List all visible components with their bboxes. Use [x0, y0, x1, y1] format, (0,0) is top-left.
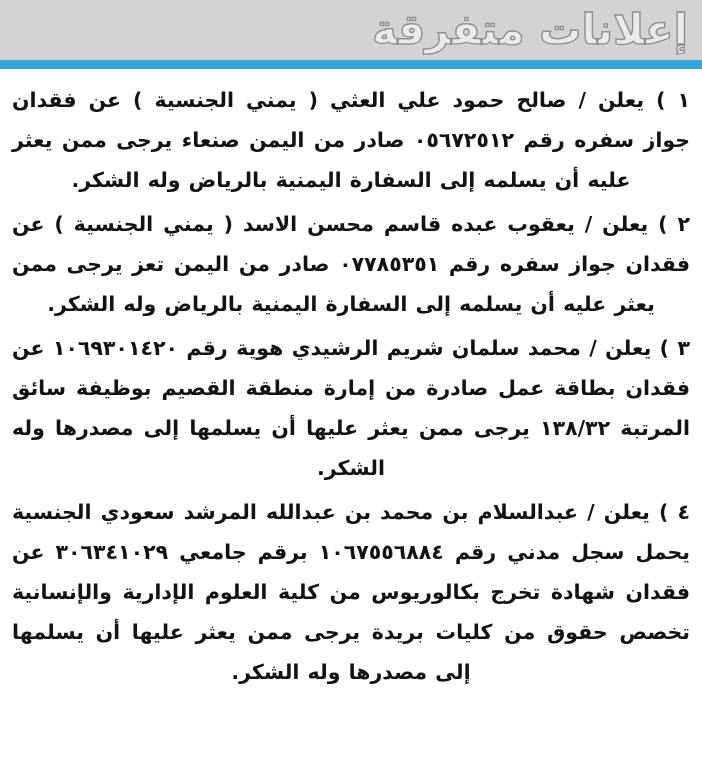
ad-item: ٢ ) يعلن / يعقوب عبده قاسم محسن الاسد ( يمني الجنسية ) عن فقدان جواز سفره رقم ٠٧٧٨٥٣٥١ صادر من اليمن تعز يرجى ممن يعثر عليه أن يسلمه إلى السفارة اليمنية بالرياض وله الشكر.: [12, 212, 690, 316]
ad-item: ٣ ) يعلن / محمد سلمان شريم الرشيدي هوية رقم ١٠٦٩٣٠١٤٢٠ عن فقدان بطاقة عمل صادرة من إمارة منطقة القصيم بوظيفة سائق المرتبة ١٣٨/٣٢ يرجى ممن يعثر عليها أن يسلمها إلى مصدرها وله الشكر.: [12, 336, 690, 480]
page-masthead: [0, 0, 702, 60]
ads-list: [0, 72, 702, 692]
page-title: إعلانات متفرقة: [372, 5, 688, 54]
ad-item: ١ ) يعلن / صالح حمود علي العثي ( يمني الجنسية ) عن فقدان جواز سفره رقم ٠٥٦٧٢٥١٢ صادر من اليمن صنعاء يرجى ممن يعثر عليه أن يسلمه إلى السفارة اليمنية بالرياض وله الشكر.: [12, 88, 690, 192]
masthead-accent-rule: [0, 60, 702, 69]
ad-item: ٤ ) يعلن / عبدالسلام بن محمد بن عبدالله المرشد سعودي الجنسية يحمل سجل مدني رقم ١٠٦٧٥٥٦٨٨٤ برقم جامعي ٣٠٦٣٤١٠٢٩ عن فقدان شهادة تخرج بكالوريوس من كلية العلوم الإدارية والإنسانية تخصص حقوق من كليات بريدة يرجى ممن يعثر عليها أن يسلمها إلى مصدرها وله الشكر.: [12, 500, 690, 684]
